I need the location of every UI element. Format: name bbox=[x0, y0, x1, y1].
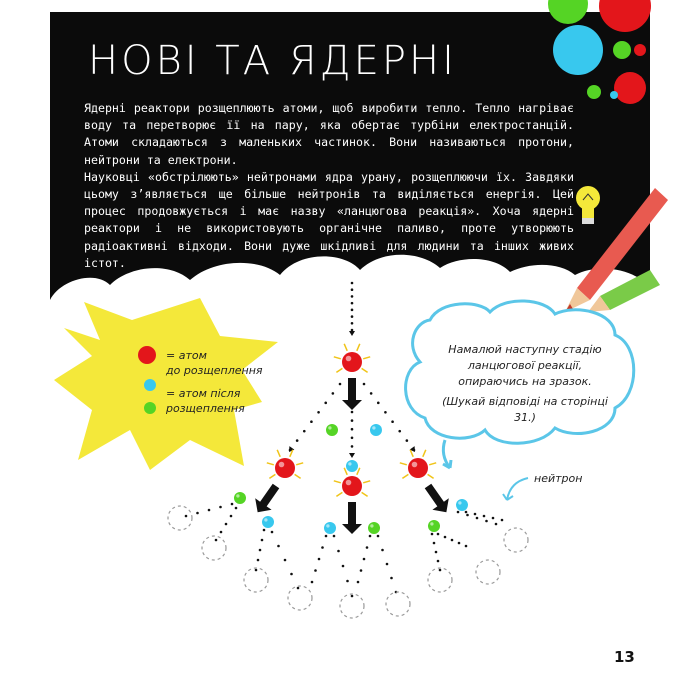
path-dot bbox=[433, 542, 436, 545]
path-dot bbox=[501, 519, 504, 522]
path-dot bbox=[351, 322, 354, 325]
atom-after-highlight bbox=[264, 518, 267, 521]
path-dot bbox=[351, 419, 354, 422]
path-dot bbox=[290, 573, 293, 576]
heavy-arrow bbox=[425, 484, 449, 513]
atom-after-blue bbox=[370, 424, 382, 436]
atom-after-highlight bbox=[458, 501, 461, 504]
atom-before-highlight bbox=[346, 356, 352, 362]
path-dot bbox=[363, 383, 366, 386]
atom-after bbox=[234, 492, 246, 504]
path-dot bbox=[310, 420, 313, 423]
path-dot bbox=[225, 523, 228, 526]
path-dot bbox=[351, 445, 354, 448]
arrow-head bbox=[349, 453, 355, 458]
path-dot bbox=[208, 509, 211, 512]
path-dot bbox=[196, 512, 199, 515]
energy-ray bbox=[402, 474, 408, 478]
path-dot bbox=[263, 529, 266, 532]
atom-before bbox=[342, 352, 362, 372]
legend-atom-before bbox=[138, 346, 156, 364]
atom-after-highlight bbox=[430, 522, 433, 525]
energy-ray bbox=[269, 474, 275, 478]
energy-ray bbox=[400, 463, 407, 465]
paragraph-1: Ядерні реактори розщеплюють атоми, щоб виробити тепло. Тепло нагріває воду та перетворює її на пару, яка обертає турбіни електростанцій. Атоми складаються з маленьких частинок. Вони називаються протони, нейтрони та електрони. bbox=[84, 101, 574, 167]
body-text bbox=[84, 100, 574, 272]
energy-ray bbox=[429, 463, 436, 465]
path-dot bbox=[485, 520, 488, 523]
empty-atom-slot bbox=[244, 568, 268, 592]
path-dot bbox=[451, 539, 454, 542]
energy-ray bbox=[267, 463, 274, 465]
heavy-arrow bbox=[342, 502, 362, 534]
path-dot bbox=[370, 392, 373, 395]
path-dot bbox=[465, 545, 468, 548]
atom-after bbox=[456, 499, 468, 511]
bubble-task: Намалюй наступну стадію ланцюгової реакції, опираючись на зразок. bbox=[448, 343, 602, 388]
atom-after-blue-highlight bbox=[372, 426, 375, 429]
atom-before bbox=[275, 458, 295, 478]
energy-ray bbox=[428, 474, 434, 478]
path-dot bbox=[351, 329, 354, 332]
path-dot bbox=[369, 535, 372, 538]
empty-atom-slot bbox=[504, 528, 528, 552]
atom-before bbox=[342, 476, 362, 496]
path-dot bbox=[437, 560, 440, 563]
path-dot bbox=[303, 430, 306, 433]
path-dot bbox=[231, 503, 234, 506]
atom-before-highlight bbox=[279, 462, 285, 468]
path-dot bbox=[317, 411, 320, 414]
path-dot bbox=[363, 558, 366, 561]
path-dot bbox=[332, 392, 335, 395]
path-dot bbox=[325, 535, 328, 538]
atom-after-highlight bbox=[370, 524, 373, 527]
atom-after bbox=[428, 520, 440, 532]
path-dot bbox=[257, 559, 260, 562]
path-dot bbox=[235, 507, 238, 510]
energy-ray bbox=[334, 481, 341, 483]
empty-atom-slot bbox=[168, 506, 192, 530]
bubble-hint: (Шукай відповіді на сторінці 31.) bbox=[442, 395, 608, 424]
path-dot bbox=[435, 551, 438, 554]
path-dot bbox=[351, 282, 354, 285]
path-dot bbox=[351, 411, 354, 414]
path-dot bbox=[381, 549, 384, 552]
empty-atom-slot bbox=[386, 592, 410, 616]
path-dot bbox=[360, 569, 363, 572]
bubble-text bbox=[440, 342, 610, 426]
path-dot bbox=[351, 437, 354, 440]
path-dot bbox=[314, 569, 317, 572]
path-dot bbox=[351, 428, 354, 431]
path-dot bbox=[297, 587, 300, 590]
atom-after bbox=[324, 522, 336, 534]
path-dot bbox=[342, 565, 345, 568]
energy-ray bbox=[362, 492, 368, 496]
energy-ray bbox=[363, 481, 370, 483]
atom-after bbox=[262, 516, 274, 528]
legend-atom-after-green bbox=[144, 402, 156, 414]
empty-atom-slot bbox=[202, 536, 226, 560]
atom-before bbox=[408, 458, 428, 478]
atom-after bbox=[368, 522, 380, 534]
path-dot bbox=[351, 309, 354, 312]
neutron-pointer bbox=[503, 478, 528, 500]
path-dot bbox=[351, 295, 354, 298]
path-dot bbox=[437, 533, 440, 536]
path-dot bbox=[431, 533, 434, 536]
path-dot bbox=[271, 531, 274, 534]
path-dot bbox=[255, 569, 258, 572]
atom-after-highlight bbox=[236, 494, 239, 497]
path-dot bbox=[351, 302, 354, 305]
page-number: 13 bbox=[614, 648, 635, 666]
bubble-tail bbox=[443, 440, 451, 468]
path-dot bbox=[377, 402, 380, 405]
path-dot bbox=[259, 549, 262, 552]
atom-after-green-highlight bbox=[328, 426, 331, 429]
legend-atom-after-blue bbox=[144, 379, 156, 391]
atom-before-highlight bbox=[346, 480, 352, 486]
path-dot bbox=[366, 546, 369, 549]
atom-after-blue bbox=[346, 460, 358, 472]
path-dot bbox=[377, 535, 380, 538]
path-dot bbox=[386, 563, 389, 566]
legend-after-label: = атом після розщеплення bbox=[166, 387, 245, 415]
path-dot bbox=[458, 542, 461, 545]
atom-after-green bbox=[326, 424, 338, 436]
atom-before-highlight bbox=[412, 462, 418, 468]
empty-atom-slot bbox=[476, 560, 500, 584]
decorative-dots bbox=[548, 0, 651, 104]
path-dot bbox=[333, 535, 336, 538]
path-dot bbox=[321, 546, 324, 549]
energy-ray bbox=[277, 450, 280, 457]
path-dot bbox=[220, 531, 223, 534]
path-dot bbox=[277, 545, 280, 548]
path-dot bbox=[351, 315, 354, 318]
path-dot bbox=[219, 506, 222, 509]
path-dot bbox=[346, 580, 349, 583]
path-dot bbox=[351, 288, 354, 291]
path-dot bbox=[495, 523, 498, 526]
path-dot bbox=[474, 513, 477, 516]
path-dot bbox=[296, 439, 299, 442]
path-dot bbox=[406, 439, 409, 442]
atom-after-highlight bbox=[326, 524, 329, 527]
empty-atom-slot bbox=[288, 586, 312, 610]
path-dot bbox=[261, 539, 264, 542]
page-title: НОВІ ТА ЯДЕРНІ bbox=[88, 38, 457, 84]
path-dot bbox=[284, 559, 287, 562]
path-dot bbox=[465, 511, 468, 514]
path-dot bbox=[476, 517, 479, 520]
path-dot bbox=[351, 595, 354, 598]
path-dot bbox=[391, 420, 394, 423]
paragraph-2: Науковці «обстрілюють» нейтронами ядра урану, розщеплюючи їх. Завдяки цьому з’являється ще більше нейтронів та виділяється енергія. Цей процес продовжується і має назву «ланцюгова реакція». Хоча ядерні реактори і не використовують органічне паливо, проте утворюють радіоактивні відходи. Вони дуже шкідливі для людини та інших живих істот. bbox=[84, 169, 574, 270]
path-dot bbox=[215, 539, 218, 542]
path-dot bbox=[444, 536, 447, 539]
energy-ray bbox=[295, 474, 301, 478]
path-dot bbox=[311, 581, 314, 584]
path-dot bbox=[357, 581, 360, 584]
path-dot bbox=[324, 402, 327, 405]
path-dot bbox=[466, 514, 469, 517]
path-dot bbox=[230, 515, 233, 518]
empty-atom-slot bbox=[340, 594, 364, 618]
legend-before-label: = атом до розщеплення bbox=[166, 349, 263, 377]
path-dot bbox=[483, 515, 486, 518]
empty-atom-slot bbox=[428, 568, 452, 592]
atom-after-blue-highlight bbox=[348, 462, 351, 465]
energy-ray bbox=[423, 450, 426, 457]
path-dot bbox=[398, 430, 401, 433]
neutron-label: нейтрон bbox=[534, 472, 583, 485]
path-dot bbox=[390, 577, 393, 580]
path-dot bbox=[384, 411, 387, 414]
path-dot bbox=[337, 550, 340, 553]
heavy-arrow bbox=[255, 484, 279, 513]
energy-ray bbox=[336, 492, 342, 496]
path-dot bbox=[439, 569, 442, 572]
energy-ray bbox=[296, 463, 303, 465]
path-dot bbox=[318, 558, 321, 561]
lightbulb-icon bbox=[576, 186, 600, 224]
path-dot bbox=[492, 517, 495, 520]
path-dot bbox=[185, 515, 188, 518]
path-dot bbox=[457, 511, 460, 514]
path-dot bbox=[339, 383, 342, 386]
